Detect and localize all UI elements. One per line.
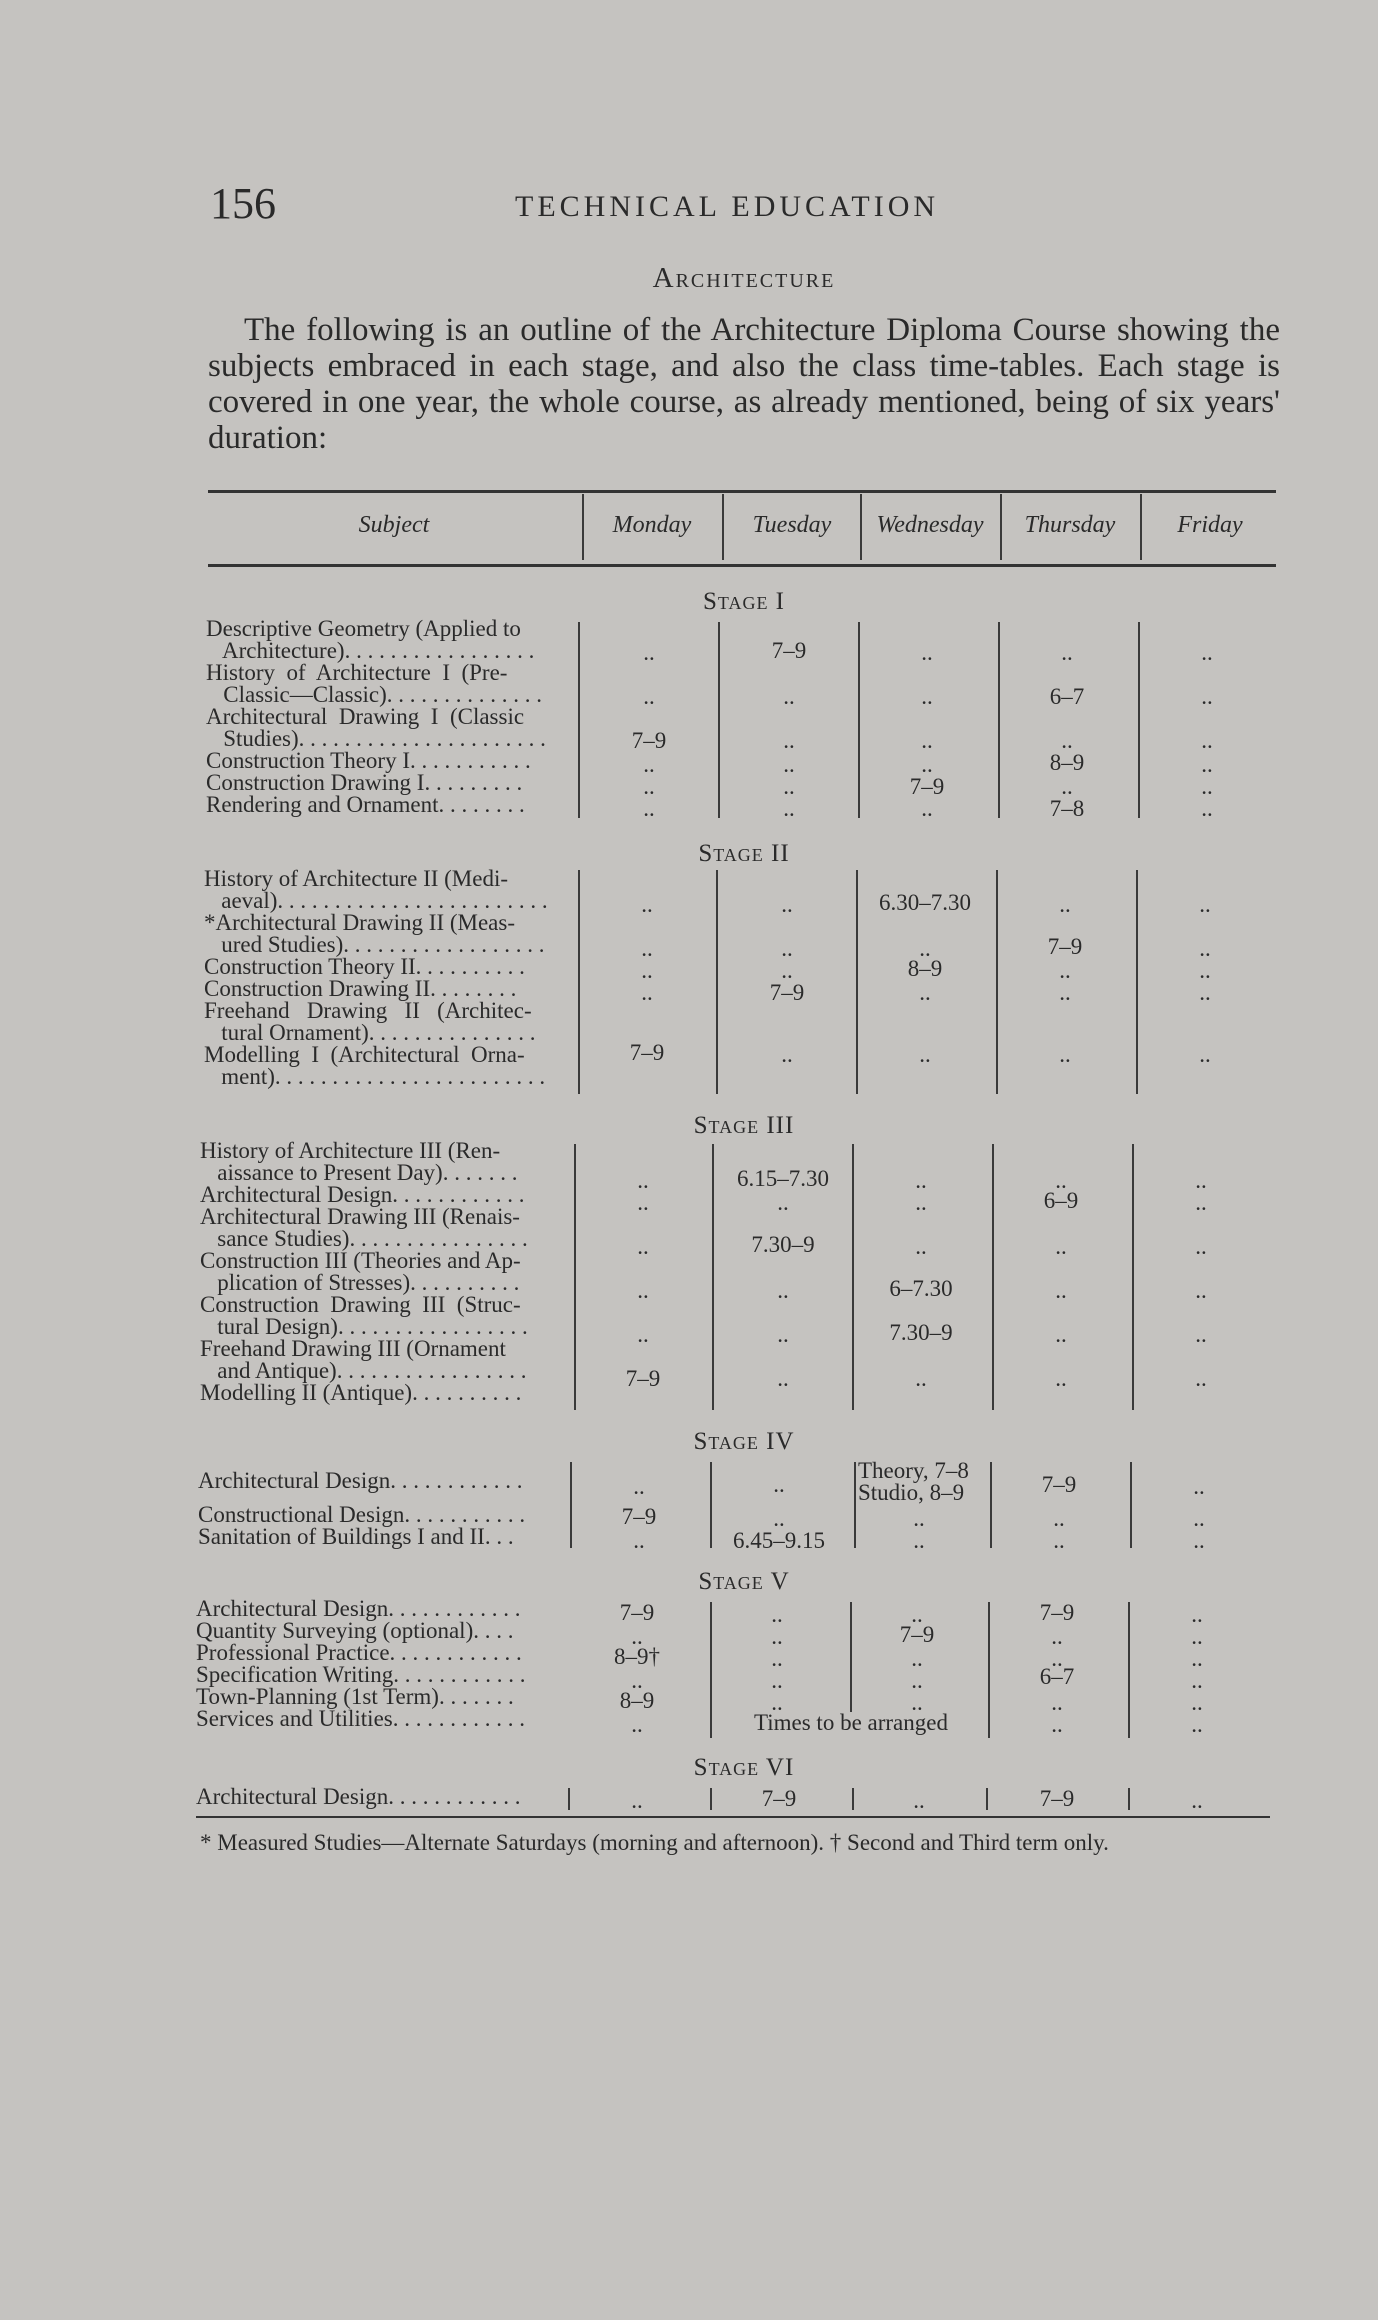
time-cell: .. — [1055, 1278, 1067, 1303]
page-header — [210, 178, 1280, 238]
subject-label: Architectural Design. . . . . . . . . . . . — [200, 1182, 525, 1207]
subject-label: History of Architecture I (Pre- Classic—Classic). . . . . . . . . . . . . . — [206, 660, 543, 707]
time-cell: .. — [921, 752, 933, 777]
column-divider — [998, 622, 1000, 818]
time-cell: 7–9 — [625, 1366, 661, 1391]
column-header-subject: Subject — [358, 512, 430, 538]
subject-label: Architectural Design. . . . . . . . . . . . — [196, 1596, 521, 1621]
time-cell: .. — [1055, 1168, 1067, 1193]
column-divider — [986, 1788, 988, 1810]
time-cell: 8–9† — [614, 1644, 660, 1669]
time-cell: .. — [1191, 1690, 1203, 1715]
time-cell: .. — [1191, 1624, 1203, 1649]
column-header-thursday: Thursday — [1024, 512, 1116, 538]
time-cell: .. — [911, 1690, 923, 1715]
column-divider — [996, 870, 998, 1094]
time-cell: .. — [777, 1322, 789, 1347]
time-cell: .. — [1193, 1506, 1205, 1531]
subject-label: Rendering and Ornament. . . . . . . . — [206, 792, 525, 817]
time-cell: 8–9 — [1049, 750, 1085, 775]
time-cell: .. — [783, 774, 795, 799]
column-header-tuesday: Tuesday — [752, 512, 832, 538]
time-cell: 6–7 — [1039, 1664, 1075, 1689]
time-cell: .. — [641, 936, 653, 961]
time-cell: .. — [1201, 684, 1213, 709]
subject-label: Architectural Drawing I (Classic Studies). . . . . . . . . . . . . . . . . . . . . . — [206, 704, 546, 751]
running-title: TECHNICAL EDUCATION — [515, 190, 940, 223]
time-cell: .. — [1191, 1668, 1203, 1693]
subject-label: Construction Drawing II. . . . . . . . — [204, 976, 517, 1001]
column-divider — [1128, 1788, 1130, 1810]
time-cell: 7–9 — [769, 980, 805, 1005]
subject-label: Construction Drawing III (Struc- tural Design). . . . . . . . . . . . . . . . . — [200, 1292, 528, 1339]
time-cell: .. — [1055, 1234, 1067, 1259]
time-cell: .. — [1201, 728, 1213, 753]
column-divider — [718, 622, 720, 818]
column-divider — [570, 1462, 572, 1548]
time-cell: .. — [777, 1190, 789, 1215]
time-cell: .. — [637, 1168, 649, 1193]
column-divider — [1136, 870, 1138, 1094]
time-cell: .. — [921, 684, 933, 709]
time-cell: .. — [1061, 774, 1073, 799]
column-divider — [716, 870, 718, 1094]
merged-note: Times to be arranged — [754, 1710, 948, 1735]
time-cell: .. — [1193, 1528, 1205, 1553]
subject-label: Construction Drawing I. . . . . . . . . — [206, 770, 523, 795]
time-cell: 7–9 — [761, 1786, 797, 1811]
time-cell: .. — [1199, 980, 1211, 1005]
time-cell: .. — [1059, 980, 1071, 1005]
stage-title: Stage VI — [693, 1754, 795, 1781]
column-divider — [852, 1144, 854, 1410]
header-divider — [722, 494, 724, 560]
time-cell: .. — [1055, 1366, 1067, 1391]
time-cell: 7–9 — [631, 728, 667, 753]
time-cell: .. — [915, 1168, 927, 1193]
time-cell: .. — [1051, 1646, 1063, 1671]
time-cell: .. — [1195, 1322, 1207, 1347]
time-cell: .. — [1051, 1690, 1063, 1715]
page-number: 156 — [210, 179, 276, 228]
time-cell: .. — [631, 1668, 643, 1693]
table-bottom-rule — [196, 1816, 1270, 1818]
column-divider — [568, 1788, 570, 1810]
column-divider — [710, 1788, 712, 1810]
subject-label: Freehand Drawing III (Ornament and Antique). . . . . . . . . . . . . . . . . — [200, 1336, 527, 1383]
column-divider — [578, 870, 580, 1094]
intro-paragraph: The following is an outline of the Architecture Diploma Course showing the subjects embraced in each stage, and also the class time-tables. Each stage is covered in one year, the whole course, as already mentioned, being of six years' duration: — [208, 312, 1280, 456]
time-cell: .. — [921, 640, 933, 665]
time-cell: 6.45–9.15 — [733, 1528, 825, 1553]
time-cell: 7–9 — [1039, 1600, 1075, 1625]
time-cell: .. — [1055, 1322, 1067, 1347]
time-cell: .. — [641, 892, 653, 917]
subject-label: *Architectural Drawing II (Meas- ured Studies). . . . . . . . . . . . . . . . . . — [204, 910, 545, 957]
time-cell: .. — [921, 728, 933, 753]
time-cell: .. — [911, 1668, 923, 1693]
time-cell: .. — [1201, 796, 1213, 821]
table-top-rule — [208, 490, 1276, 493]
time-cell: .. — [771, 1602, 783, 1627]
time-cell: .. — [1051, 1712, 1063, 1737]
time-cell: .. — [777, 1278, 789, 1303]
column-divider — [578, 622, 580, 818]
header-divider — [1000, 494, 1002, 560]
time-cell: .. — [783, 752, 795, 777]
column-divider — [1130, 1462, 1132, 1548]
section-title: Architecture — [652, 262, 836, 294]
time-cell: .. — [1199, 1042, 1211, 1067]
time-cell: .. — [915, 1366, 927, 1391]
time-cell: 7.30–9 — [889, 1320, 953, 1345]
subject-label: Architectural Design. . . . . . . . . . . . — [196, 1784, 521, 1809]
subject-label: Town-Planning (1st Term). . . . . . . — [196, 1684, 514, 1709]
time-cell: .. — [1053, 1506, 1065, 1531]
time-cell: .. — [1051, 1624, 1063, 1649]
time-cell: .. — [1195, 1234, 1207, 1259]
time-cell: 6–7 — [1049, 684, 1085, 709]
time-cell: .. — [643, 640, 655, 665]
time-cell: .. — [1053, 1528, 1065, 1553]
time-cell: 7–9 — [1041, 1472, 1077, 1497]
time-cell: .. — [637, 1322, 649, 1347]
column-header-wednesday: Wednesday — [876, 512, 984, 538]
time-cell: 7–9 — [1047, 934, 1083, 959]
time-cell: 8–9 — [907, 956, 943, 981]
time-cell: .. — [1195, 1168, 1207, 1193]
time-cell: .. — [1191, 1602, 1203, 1627]
time-cell: Theory, 7–8 Studio, 8–9 — [858, 1458, 969, 1505]
subject-label: Specification Writing. . . . . . . . . . . . — [196, 1662, 526, 1687]
time-cell: .. — [1201, 752, 1213, 777]
time-cell: .. — [1061, 640, 1073, 665]
column-divider — [990, 1462, 992, 1548]
time-cell: .. — [911, 1602, 923, 1627]
time-cell: .. — [1199, 936, 1211, 961]
time-cell: .. — [643, 684, 655, 709]
time-cell: .. — [771, 1624, 783, 1649]
subject-label: Quantity Surveying (optional). . . . — [196, 1618, 514, 1643]
time-cell: .. — [911, 1646, 923, 1671]
time-cell: .. — [773, 1472, 785, 1497]
time-cell: .. — [1195, 1190, 1207, 1215]
time-cell: 6.15–7.30 — [737, 1166, 829, 1191]
time-cell: .. — [637, 1190, 649, 1215]
column-header-monday: Monday — [612, 512, 692, 538]
time-cell: 8–9 — [619, 1688, 655, 1713]
stage-title: Stage V — [698, 1568, 790, 1595]
time-cell: .. — [1199, 892, 1211, 917]
header-divider — [860, 494, 862, 560]
time-cell: .. — [913, 1506, 925, 1531]
subject-label: Construction Theory II. . . . . . . . . . — [204, 954, 525, 979]
time-cell: .. — [783, 684, 795, 709]
time-cell: .. — [643, 796, 655, 821]
time-cell: .. — [1199, 958, 1211, 983]
time-cell: .. — [915, 1190, 927, 1215]
time-cell: .. — [777, 1366, 789, 1391]
time-cell: .. — [1191, 1712, 1203, 1737]
time-cell: 7–9 — [619, 1600, 655, 1625]
subject-label: Modelling I (Architectural Orna- ment). . . . . . . . . . . . . . . . . . . . . . . . — [204, 1042, 546, 1089]
column-divider — [710, 1462, 712, 1548]
time-cell: .. — [771, 1690, 783, 1715]
time-cell: .. — [633, 1528, 645, 1553]
stage-title: Stage II — [698, 840, 790, 867]
time-cell: .. — [919, 980, 931, 1005]
subject-label: Professional Practice. . . . . . . . . . . . — [196, 1640, 522, 1665]
time-cell: .. — [633, 1474, 645, 1499]
time-cell: .. — [1201, 774, 1213, 799]
column-header-friday: Friday — [1177, 512, 1243, 538]
time-cell: 7–9 — [909, 774, 945, 799]
time-cell: .. — [1059, 892, 1071, 917]
column-divider — [992, 1144, 994, 1410]
time-cell: .. — [1191, 1646, 1203, 1671]
time-cell: .. — [637, 1278, 649, 1303]
time-cell: .. — [781, 1042, 793, 1067]
time-cell: .. — [1201, 640, 1213, 665]
table-header-rule — [208, 564, 1276, 567]
time-cell: .. — [641, 958, 653, 983]
time-cell: .. — [631, 1624, 643, 1649]
time-cell: .. — [781, 958, 793, 983]
subject-label: Constructional Design. . . . . . . . . . . — [198, 1502, 526, 1527]
time-cell: .. — [783, 728, 795, 753]
time-cell: .. — [921, 796, 933, 821]
time-cell: .. — [913, 1528, 925, 1553]
subject-label: Descriptive Geometry (Applied to Architecture). . . . . . . . . . . . . . . . . — [206, 616, 535, 663]
column-divider — [574, 1144, 576, 1410]
time-cell: 7–9 — [771, 638, 807, 663]
stage-title: Stage I — [702, 588, 786, 615]
time-cell: .. — [771, 1668, 783, 1693]
column-divider — [856, 870, 858, 1094]
time-cell: .. — [773, 1506, 785, 1531]
time-cell: 7–8 — [1049, 796, 1085, 821]
stage-title: Stage III — [693, 1112, 795, 1139]
time-cell: 6.30–7.30 — [879, 890, 971, 915]
stage-title: Stage IV — [693, 1428, 795, 1455]
time-cell: .. — [643, 752, 655, 777]
column-divider — [1128, 1602, 1130, 1738]
column-divider — [1138, 622, 1140, 818]
time-cell: 7.30–9 — [751, 1232, 815, 1257]
header-divider — [582, 494, 584, 560]
column-divider — [1132, 1144, 1134, 1410]
time-cell: 6–7.30 — [889, 1276, 953, 1301]
time-cell: .. — [1195, 1278, 1207, 1303]
time-cell: .. — [1191, 1788, 1203, 1813]
time-cell: .. — [631, 1788, 643, 1813]
column-divider — [712, 1144, 714, 1410]
time-cell: .. — [1059, 958, 1071, 983]
time-cell: 7–9 — [1039, 1786, 1075, 1811]
time-cell: 6–9 — [1043, 1188, 1079, 1213]
time-cell: .. — [913, 1788, 925, 1813]
time-cell: .. — [919, 1042, 931, 1067]
time-cell: .. — [1195, 1366, 1207, 1391]
time-cell: .. — [915, 1234, 927, 1259]
subject-label: Sanitation of Buildings I and II. . . — [198, 1524, 514, 1549]
subject-label: Freehand Drawing II (Architec- tural Ornament). . . . . . . . . . . . . . . — [204, 998, 536, 1045]
subject-label: Architectural Drawing III (Renais- sance Studies). . . . . . . . . . . . . . . . — [200, 1204, 528, 1251]
subject-label: Architectural Design. . . . . . . . . . . . — [198, 1468, 523, 1493]
time-cell: 7–9 — [629, 1040, 665, 1065]
subject-label: Services and Utilities. . . . . . . . . . . . — [196, 1706, 525, 1731]
time-cell: 7–9 — [899, 1622, 935, 1647]
subject-label: Construction Theory I. . . . . . . . . . . — [206, 748, 531, 773]
time-cell: .. — [631, 1712, 643, 1737]
time-cell: .. — [919, 936, 931, 961]
time-cell: .. — [641, 980, 653, 1005]
time-cell: .. — [771, 1646, 783, 1671]
time-cell: 7–9 — [621, 1504, 657, 1529]
time-cell: .. — [1193, 1474, 1205, 1499]
time-cell: .. — [1061, 728, 1073, 753]
column-divider — [858, 622, 860, 818]
subject-label: History of Architecture III (Ren- aissance to Present Day). . . . . . . — [200, 1138, 518, 1185]
header-divider — [1140, 494, 1142, 560]
time-cell: .. — [1059, 1042, 1071, 1067]
time-cell: .. — [781, 892, 793, 917]
time-cell: .. — [643, 774, 655, 799]
time-cell: .. — [783, 796, 795, 821]
time-cell: .. — [637, 1234, 649, 1259]
subject-label: Modelling II (Antique). . . . . . . . . . — [200, 1380, 522, 1405]
footnote: * Measured Studies—Alternate Saturdays (morning and afternoon). † Second and Third term only. — [200, 1830, 1109, 1855]
time-cell: .. — [781, 936, 793, 961]
subject-label: Construction III (Theories and Ap- plication of Stresses). . . . . . . . . . — [200, 1248, 521, 1295]
subject-label: History of Architecture II (Medi- aeval). . . . . . . . . . . . . . . . . . . . . . . . — [204, 866, 548, 913]
